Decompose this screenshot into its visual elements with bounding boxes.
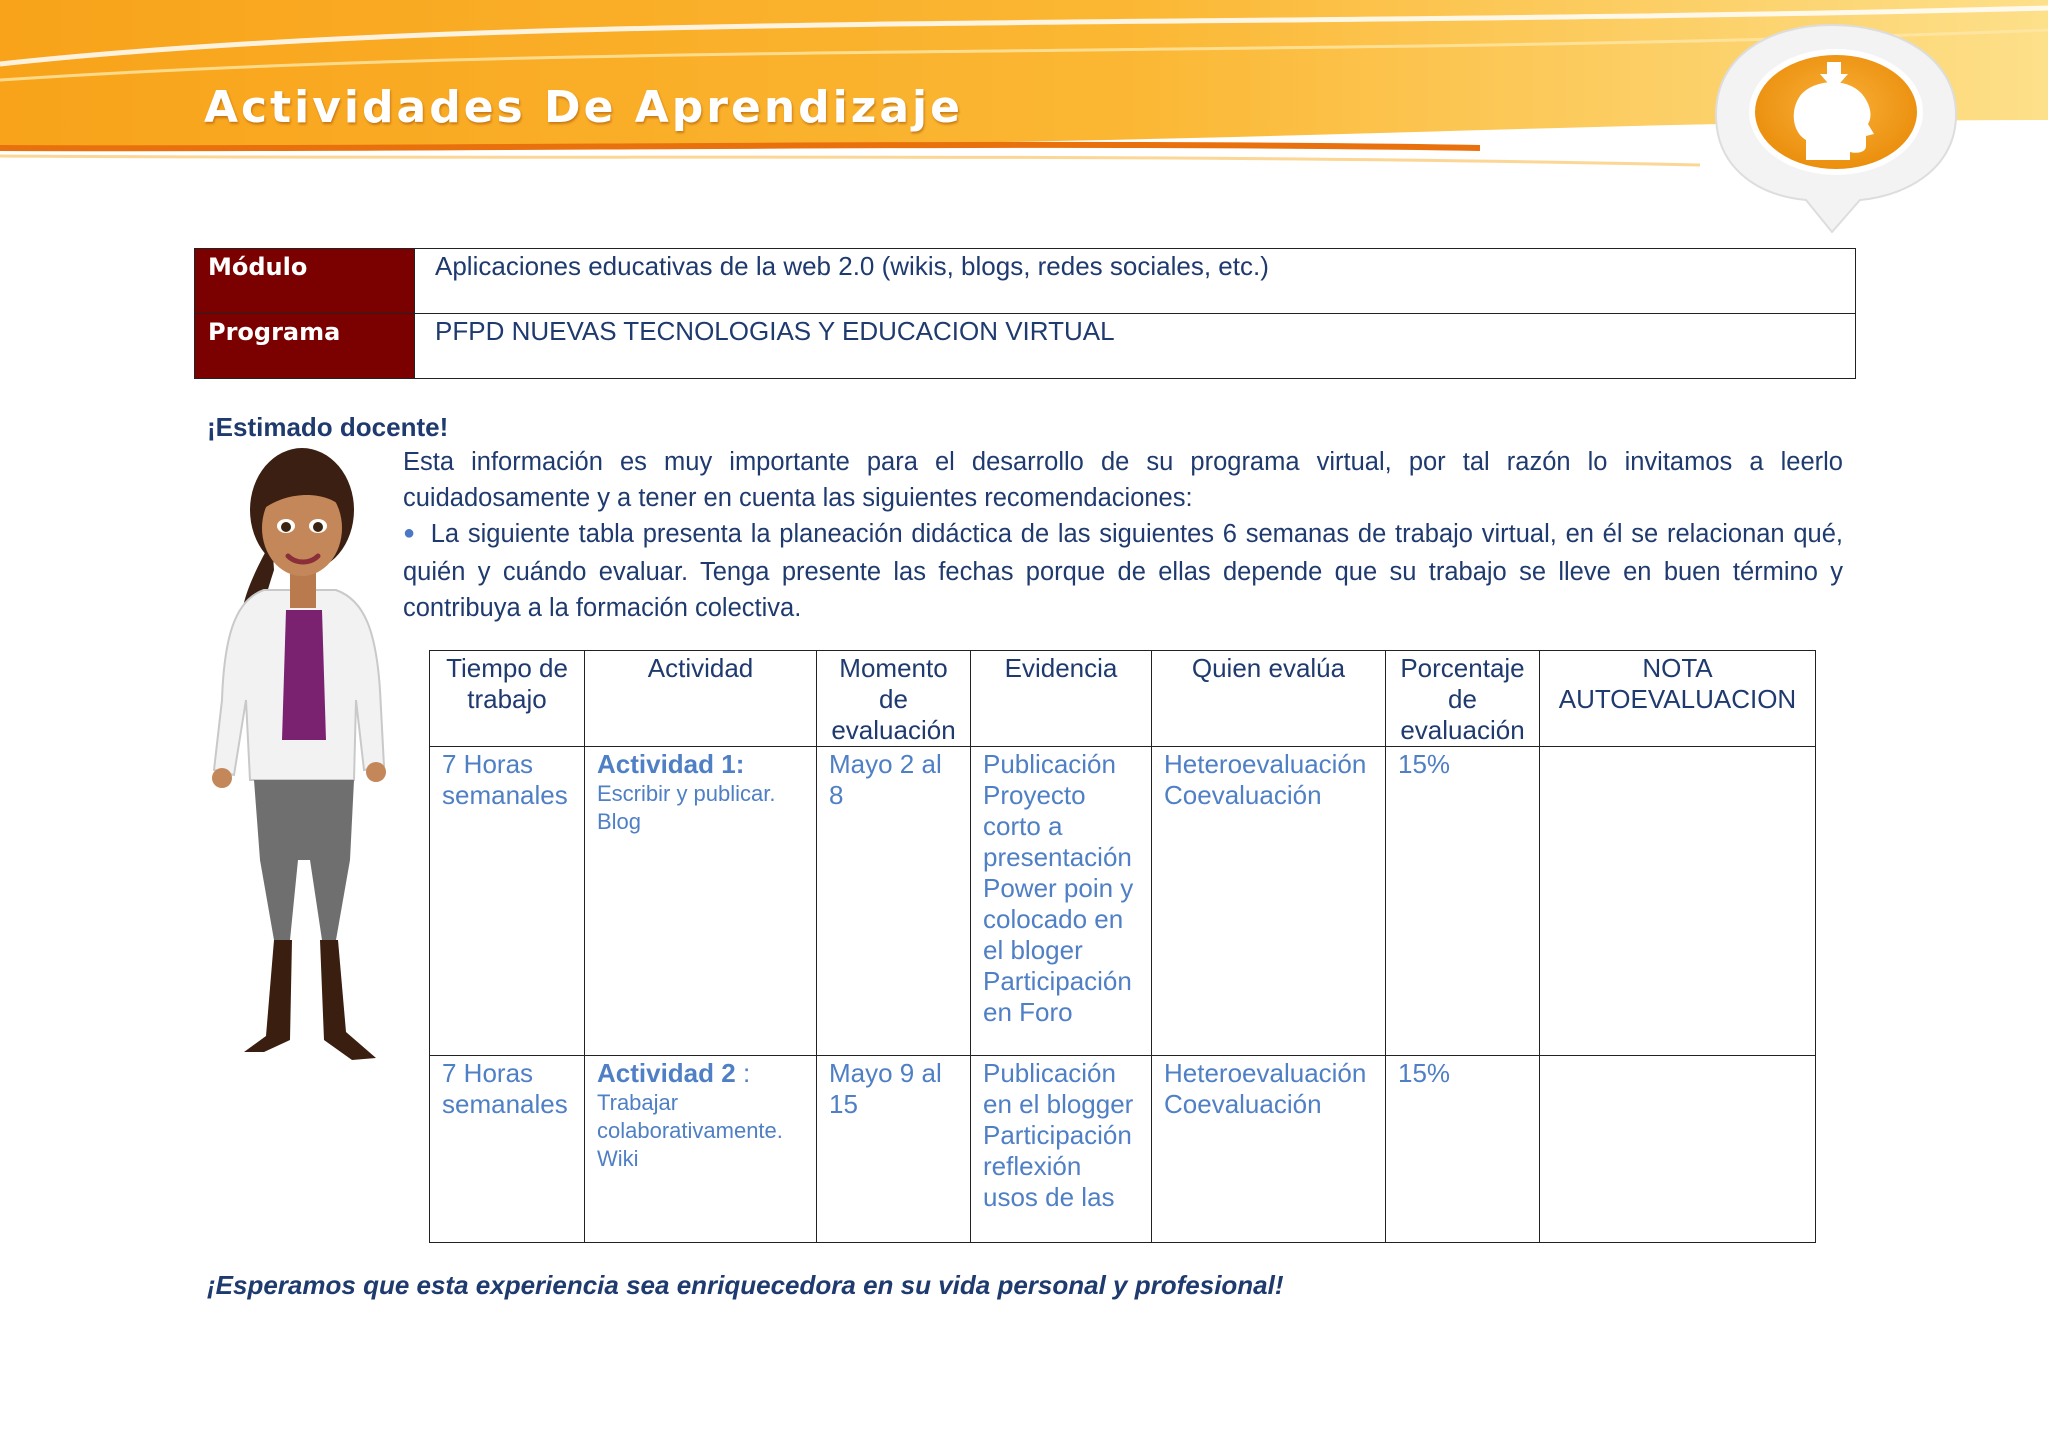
table-row (430, 747, 1816, 1056)
header-evidencia: Evidencia (971, 651, 1152, 747)
cell-tiempo: 7 Horas semanales (430, 747, 585, 1056)
header-banner (0, 0, 2048, 250)
header-porcentaje: Porcentaje de evaluación (1386, 651, 1540, 747)
activity-description: Trabajar colaborativamente. Wiki (597, 1090, 783, 1171)
program-row (195, 314, 1856, 379)
header-actividad: Actividad (585, 651, 817, 747)
cell-evidencia: Publicación Proyecto corto a presentación Power poin y colocado en el bloger Participación en Foro (971, 747, 1152, 1056)
module-value: Aplicaciones educativas de la web 2.0 (wikis, blogs, redes sociales, etc.) (415, 249, 1856, 314)
activity-title-separator: : (735, 1058, 751, 1088)
intro-paragraph: Esta información es muy importante para el desarrollo de su programa virtual, por tal razón lo invitamos a leerlo cuidadosamente y a tener en cuenta las siguientes recomendaciones: (403, 448, 1843, 512)
header-momento: Momento de evaluación (817, 651, 971, 747)
planning-header-row (430, 651, 1816, 747)
cell-porcentaje: 15% (1386, 747, 1540, 1056)
intro-bullet-item (403, 516, 1843, 626)
cell-nota (1540, 747, 1816, 1056)
intro-text (403, 444, 1843, 626)
cell-momento: Mayo 2 al 8 (817, 747, 971, 1056)
closing-message: ¡Esperamos que esta experiencia sea enriquecedora en su vida personal y profesional! (207, 1270, 1284, 1300)
cell-quien: Heteroevaluación Coevaluación (1152, 747, 1386, 1056)
table-row (430, 1056, 1816, 1243)
intro-bullet-text: La siguiente tabla presenta la planeación didáctica de las siguientes 6 semanas de trabajo virtual, en él se relacionan qué, quién y cuándo evaluar. Tenga presente las fechas porque de ellas depende que su trabajo se lleve en buen término y contribuya a la formación colectiva. (403, 520, 1843, 622)
header-nota: NOTA AUTOEVALUACION (1540, 651, 1816, 747)
bullet-icon: ● (403, 522, 417, 544)
cell-quien: Heteroevaluación Coevaluación (1152, 1056, 1386, 1243)
program-value: PFPD NUEVAS TECNOLOGIAS Y EDUCACION VIRTUAL (415, 314, 1856, 379)
cell-momento: Mayo 9 al 15 (817, 1056, 971, 1243)
cell-nota (1540, 1056, 1816, 1243)
program-label: Programa (195, 314, 415, 379)
module-info-table (194, 248, 1856, 379)
cell-actividad (585, 747, 817, 1056)
greeting-heading: ¡Estimado docente! (207, 412, 449, 442)
header-quien: Quien evalúa (1152, 651, 1386, 747)
cell-porcentaje: 15% (1386, 1056, 1540, 1243)
module-label: Módulo (195, 249, 415, 314)
activity-title: Actividad 2 (597, 1058, 736, 1088)
header-tiempo: Tiempo de trabajo (430, 651, 585, 747)
teacher-illustration (204, 440, 414, 1076)
cell-evidencia (971, 1056, 1152, 1243)
planning-table (429, 650, 1816, 1243)
cell-actividad (585, 1056, 817, 1243)
evidence-text: Publicación en el blogger Participación reflexión usos de las (983, 1058, 1134, 1212)
activity-title: Actividad 1: (597, 749, 745, 779)
module-row (195, 249, 1856, 314)
cell-tiempo: 7 Horas semanales (430, 1056, 585, 1243)
activity-description: Escribir y publicar. Blog (597, 781, 776, 834)
banner-title: Actividades De Aprendizaje (204, 82, 963, 133)
